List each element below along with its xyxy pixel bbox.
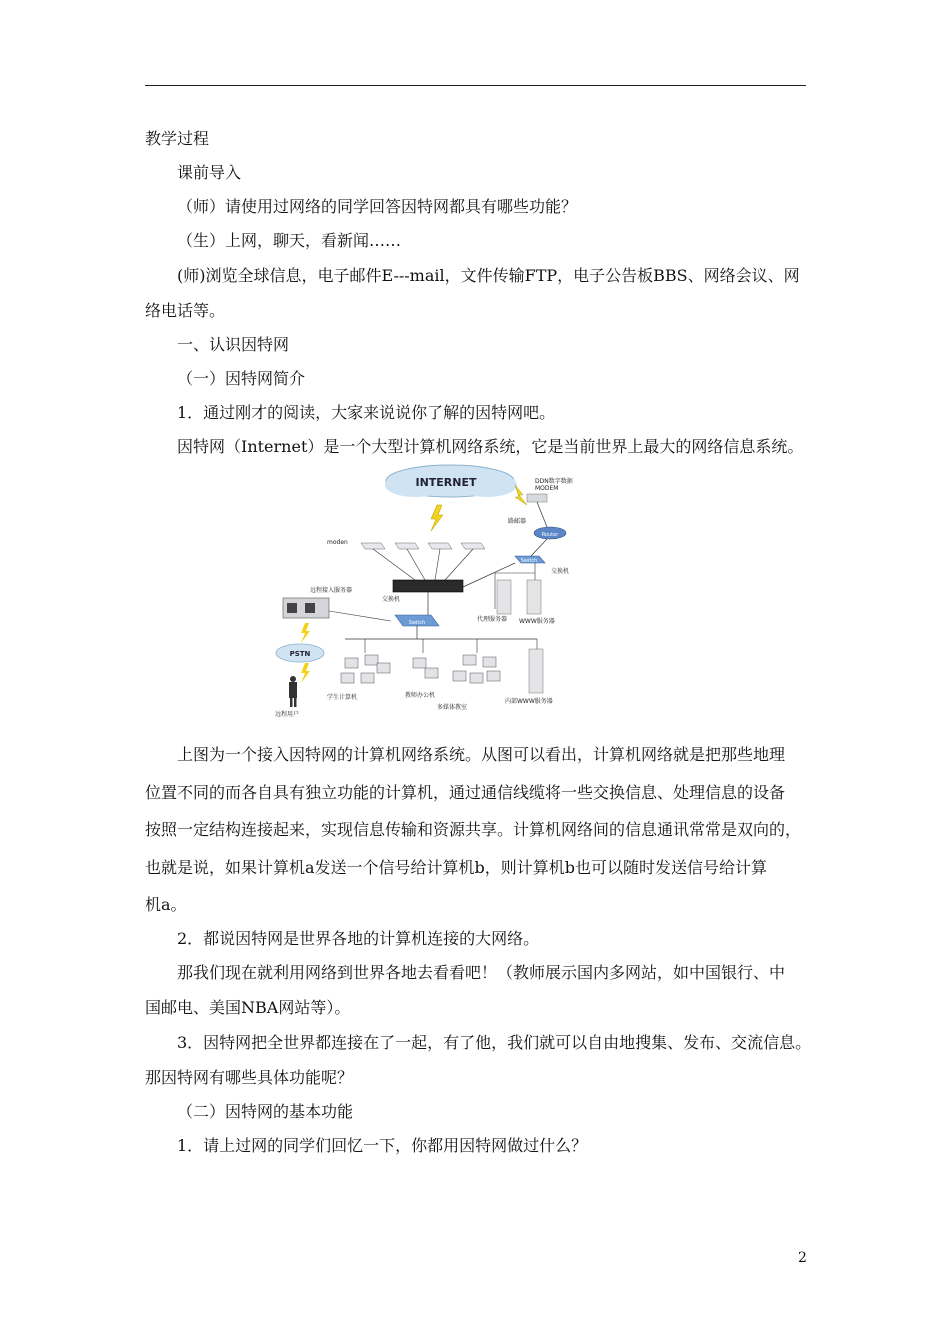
pstn-label: PSTN bbox=[289, 650, 311, 658]
internal-www-label: 内部WWW服务器 bbox=[505, 698, 553, 705]
modem-upper-label: MODEM bbox=[535, 485, 559, 492]
students-label: 学生计算机 bbox=[327, 694, 358, 701]
paragraph: 位置不同的而各自具有独立功能的计算机，通过通信线缆将一些交换信息、处理信息的设备 bbox=[145, 783, 786, 802]
proxy-label: 代理服务器 bbox=[477, 616, 508, 623]
network-diagram bbox=[265, 463, 595, 721]
paragraph: 国邮电、美国NBA网站等）。 bbox=[145, 998, 351, 1017]
moden-label: moden bbox=[327, 539, 348, 546]
internal-www-server-icon bbox=[529, 649, 543, 693]
paragraph: 也就是说，如果计算机a发送一个信号给计算机b，则计算机b也可以随时发送信号给计算 bbox=[145, 858, 768, 877]
lightning-icon bbox=[515, 485, 527, 505]
main-switch-icon bbox=[393, 580, 463, 592]
subsection-heading: （一）因特网简介 bbox=[177, 369, 306, 388]
student-computers bbox=[341, 655, 390, 683]
paragraph: 那我们现在就利用网络到世界各地去看看吧！（教师展示国内多网站，如中国银行、中 bbox=[177, 963, 786, 982]
paragraph: 1．请上过网的同学们回忆一下，你都用因特网做过什么？ bbox=[177, 1136, 588, 1155]
ddn-modem-icon bbox=[527, 494, 547, 502]
internet-cloud bbox=[385, 465, 517, 497]
switch-box-label: Switch bbox=[520, 558, 538, 564]
paragraph: (师)浏览全球信息，电子邮件E---mail，文件传输FTP，电子公告板BBS、网络会议、网 bbox=[177, 266, 800, 285]
router-box-label: Router bbox=[541, 532, 559, 538]
switch-label: 交换机 bbox=[551, 568, 570, 575]
lightning-icon bbox=[301, 663, 310, 683]
remote-server-label: 远程接入服务器 bbox=[310, 587, 353, 594]
section-heading: 一、认识因特网 bbox=[177, 335, 290, 354]
teacher-computers bbox=[413, 658, 438, 678]
subsection-heading: （二）因特网的基本功能 bbox=[177, 1102, 354, 1121]
paragraph: 3．因特网把全世界都连接在了一起，有了他，我们就可以自由地搜集、发布、交流信息。 bbox=[177, 1033, 812, 1052]
page-number: 2 bbox=[798, 1250, 807, 1266]
multimedia-computers bbox=[453, 655, 500, 683]
ddn-label: DDN数字数据 bbox=[535, 478, 573, 485]
internet-label: INTERNET bbox=[415, 476, 477, 489]
lightning-icon bbox=[301, 623, 310, 643]
teachers-label: 教师办公机 bbox=[405, 692, 436, 699]
router-label: 路邮器 bbox=[508, 518, 527, 525]
main-switch-label: 交换机 bbox=[382, 596, 401, 603]
paragraph: （师）请使用过网络的同学回答因特网都具有哪些功能？ bbox=[177, 197, 578, 216]
paragraph: 络电话等。 bbox=[145, 301, 226, 320]
lightning-icon bbox=[431, 505, 443, 531]
paragraph: 按照一定结构连接起来，实现信息传输和资源共享。计算机网络间的信息通讯常常是双向的， bbox=[145, 820, 802, 839]
lower-switch-label: Switch bbox=[408, 620, 426, 626]
paragraph: 那因特网有哪些具体功能呢？ bbox=[145, 1068, 354, 1087]
multimedia-label: 多媒体教室 bbox=[437, 704, 468, 711]
paragraph: 2．都说因特网是世界各地的计算机连接的大网络。 bbox=[177, 929, 540, 948]
paragraph: 机a。 bbox=[145, 895, 187, 914]
remote-user-label: 远程用户 bbox=[275, 711, 300, 718]
heading-teaching-process: 教学过程 bbox=[145, 129, 210, 148]
paragraph: （生）上网，聊天，看新闻…… bbox=[177, 231, 402, 250]
proxy-server-icon bbox=[497, 580, 511, 614]
remote-user-icon bbox=[289, 676, 297, 707]
paragraph: 因特网（Internet）是一个大型计算机网络系统，它是当前世界上最大的网络信息系统。 bbox=[177, 437, 804, 456]
header-rule bbox=[145, 85, 806, 86]
modem-row bbox=[361, 543, 485, 549]
paragraph: 1．通过刚才的阅读，大家来说说你了解的因特网吧。 bbox=[177, 403, 556, 422]
paragraph: 上图为一个接入因特网的计算机网络系统。从图可以看出，计算机网络就是把那些地理 bbox=[177, 745, 786, 764]
subheading-intro: 课前导入 bbox=[177, 163, 242, 182]
www-server-icon bbox=[527, 580, 541, 614]
www-label: WWW服务器 bbox=[519, 618, 555, 625]
